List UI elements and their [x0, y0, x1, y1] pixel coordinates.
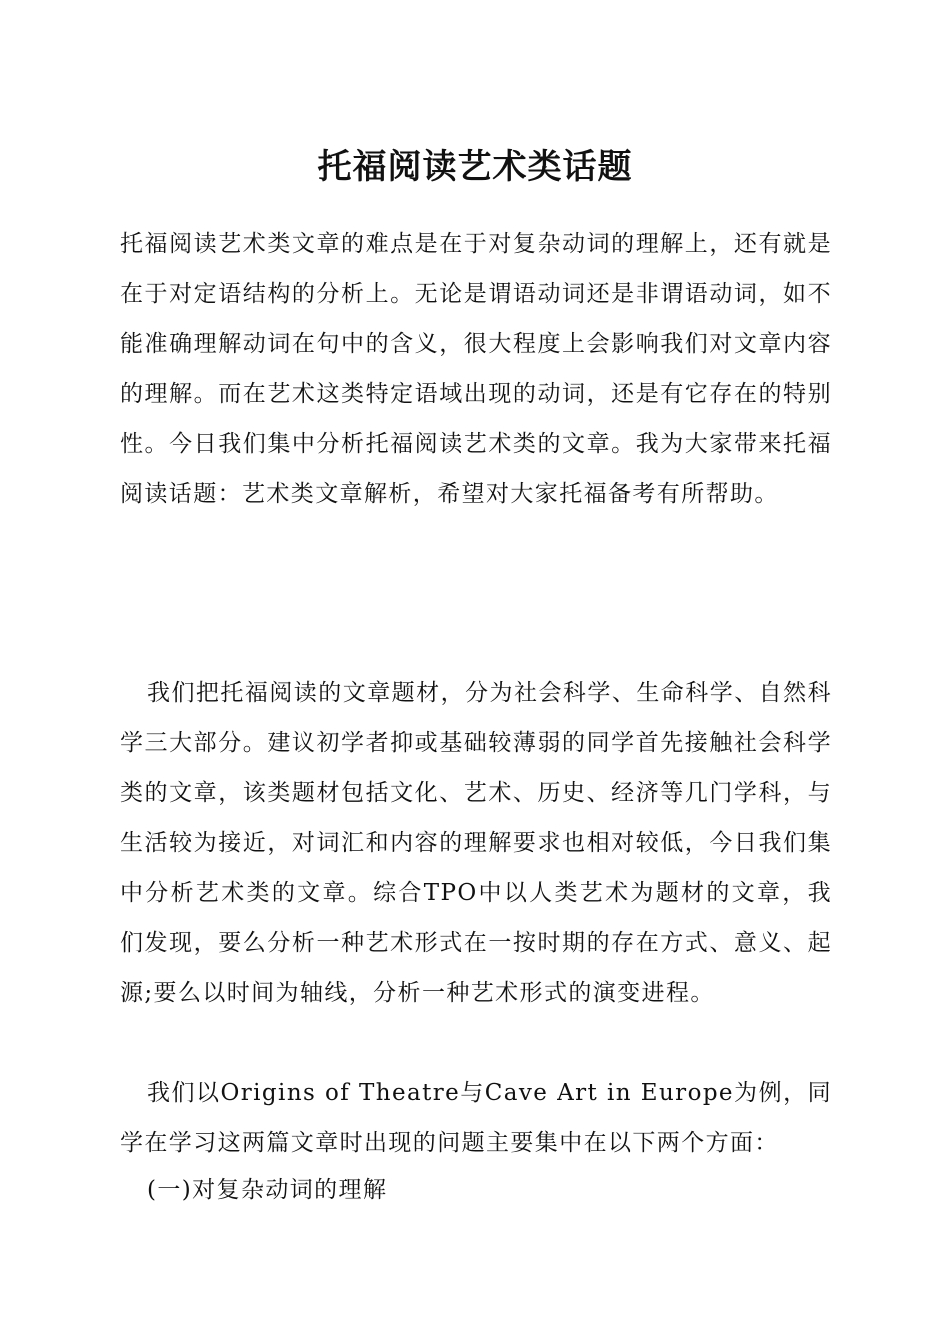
- document-title: 托福阅读艺术类话题: [317, 147, 633, 187]
- intro-paragraph: 托福阅读艺术类文章的难点是在于对复杂动词的理解上，还有就是在于对定语结构的分析上。无论是谓语动词还是非谓语动词，如不能准确理解动词在句中的含义，很大程度上会影响我们对文章内容的理解。而在艺术这类特定语域出现的动词，还是有它存在的特别性。今日我们集中分析托福阅读艺术类的文章。我为大家带来托福阅读话题：艺术类文章解析，希望对大家托福备考有所帮助。: [120, 231, 832, 507]
- body-paragraph-subjects: 我们把托福阅读的文章题材，分为社会科学、生命科学、自然科学三大部分。建议初学者抑或基础较薄弱的同学首先接触社会科学类的文章，该类题材包括文化、艺术、历史、经济等几门学科，与生活较为接近，对词汇和内容的理解要求也相对较低，今日我们集中分析艺术类的文章。综合TPO中以人类艺术为题材的文章，我们发现，要么分析一种艺术形式在一按时期的存在方式、意义、起源;要么以时间为轴线，分析一种艺术形式的演变进程。: [120, 680, 832, 1006]
- section-subheading: (一)对复杂动词的理解: [147, 1177, 388, 1203]
- body-paragraph-examples: 我们以Origins of Theatre与Cave Art in Europe为例，同学在学习这两篇文章时出现的问题主要集中在以下两个方面：: [120, 1080, 832, 1156]
